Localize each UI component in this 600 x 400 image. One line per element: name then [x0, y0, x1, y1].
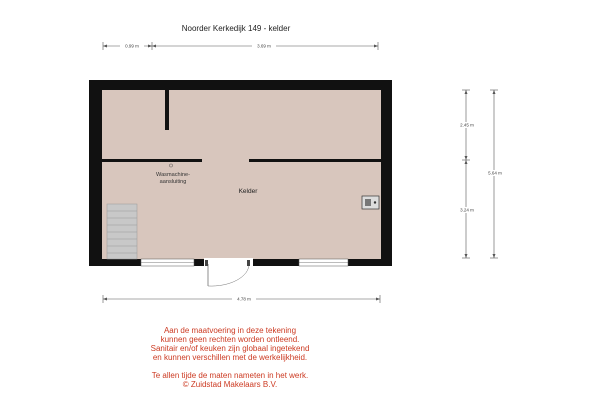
plan-title: Noorder Kerkedijk 149 - kelder	[181, 24, 291, 33]
dim-bottom: 4.78 m	[237, 296, 251, 302]
dim-top-left: 0.99 m	[125, 43, 139, 49]
staircase	[107, 204, 137, 259]
floor-area	[102, 90, 381, 259]
dim-right-upper: 2.45 m	[460, 122, 474, 128]
appliance-icon	[362, 196, 379, 209]
disclaimer-spacer	[0, 362, 460, 371]
interior-wall	[249, 159, 381, 162]
appliance-label-line1: Wasmachine-	[156, 172, 190, 178]
disclaimer-line: Aan de maatvoering in deze tekening	[163, 326, 297, 335]
window-left	[141, 259, 194, 266]
arrow-icon	[152, 45, 156, 48]
arrow-icon	[376, 298, 380, 301]
arrow-icon	[103, 45, 107, 48]
interior-wall	[102, 159, 202, 162]
right-dimension-line-split	[462, 90, 470, 258]
arrow-icon	[374, 45, 378, 48]
dim-top-right: 3.69 m	[257, 43, 271, 49]
window-right	[299, 259, 348, 266]
arrow-icon	[493, 90, 496, 94]
disclaimer-line: Sanitair en/of keuken zijn globaal ingetekend	[150, 344, 310, 353]
arrow-icon	[465, 156, 468, 160]
arrow-icon	[103, 298, 107, 301]
appliance-label-line2: aansluiting	[159, 179, 187, 185]
arrow-icon	[493, 254, 496, 258]
arrow-icon	[465, 90, 468, 94]
dim-right-lower: 3.24 m	[460, 207, 474, 213]
arrow-icon	[465, 254, 468, 258]
dim-right-total: 5.64 m	[488, 170, 502, 176]
room-label-kelder: Kelder	[238, 188, 258, 195]
interior-wall	[165, 90, 169, 130]
arrow-icon	[148, 45, 152, 48]
disclaimer-line: en kunnen verschillen met de werkelijkheid.	[152, 353, 308, 362]
disclaimer-line: Te allen tijde de maten nameten in het werk.	[151, 371, 309, 380]
disclaimer-line: © Zuidstad Makelaars B.V.	[182, 380, 278, 389]
door-opening	[204, 258, 253, 267]
disclaimer	[0, 326, 460, 389]
top-dimension-line	[103, 42, 378, 50]
arrow-icon	[465, 160, 468, 164]
disclaimer-line: kunnen geen rechten worden ontleend.	[160, 335, 300, 344]
